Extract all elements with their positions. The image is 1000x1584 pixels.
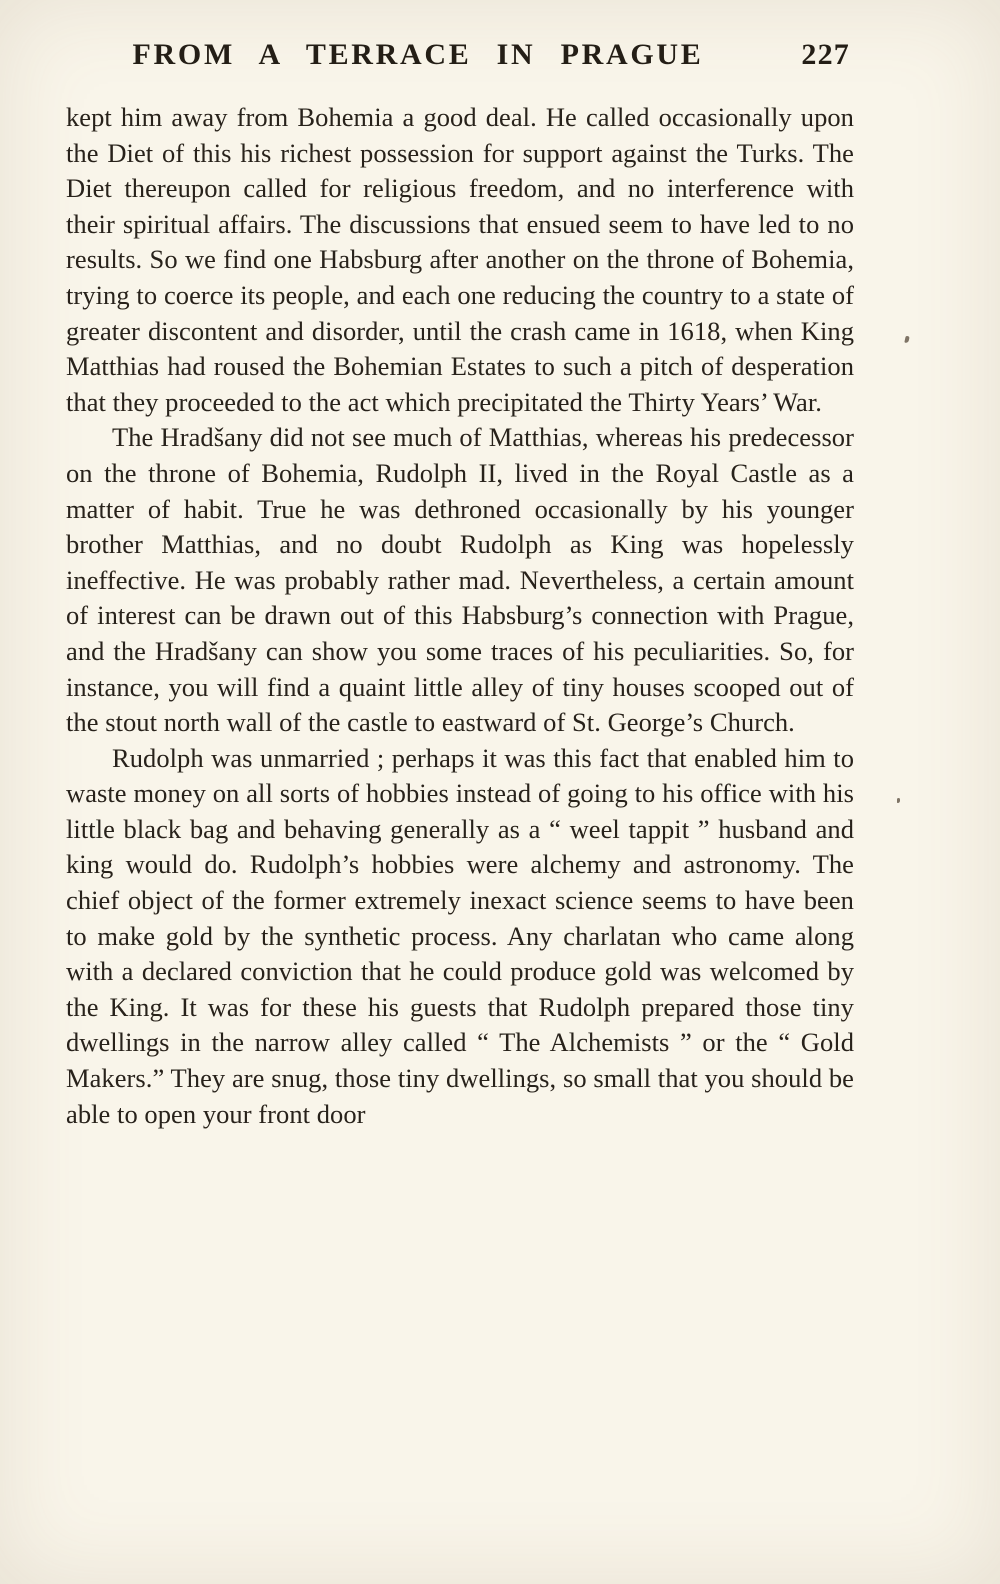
paragraph-2: The Hradšany did not see much of Matthias, whereas his predecessor on the throne of Bohemia, Rudolph II, lived in the Royal Castle as a matter of habit. True he was dethroned occasionally by his younger brother Matthias, and no doubt Rudolph as King was hopelessly ineffective. He was probably rather mad. Nevertheless, a certain amount of interest can be drawn out of this Habsburg’s connection with Prague, and the Hradšany can show you some traces of his peculiarities. So, for instance, you will find a quaint little alley of tiny houses scooped out of the stout north wall of the castle to eastward of St. George’s Church. [66,422,854,738]
page-header [66,38,854,84]
paragraph-3: Rudolph was unmarried ; perhaps it was this fact that enabled him to waste money on all sorts of hobbies instead of going to his office with his little black bag and behaving generally as a “ weel tappit ” husband and king would do. Rudolph’s hobbies were alchemy and astronomy. The chief object of the former extremely inexact science seems to have been to make gold by the synthetic process. Any charlatan who came along with a declared conviction that he could produce gold was welcomed by the King. It was for these his guests that Rudolph prepared those tiny dwellings in the narrow alley called “ The Alchemists ” or the “ Gold Makers.” They are snug, those tiny dwellings, so small that you should be able to open your front door [66,742,854,1129]
page-body [66,100,854,1132]
paragraph-1: kept him away from Bohemia a good deal. He called occasionally upon the Diet of this his richest possession for support against the Turks. The Diet thereupon called for religious freedom, and no interference with their spiritual affairs. The discussions that ensued seem to have led to no results. So we find one Habsburg after another on the throne of Bohemia, trying to coerce its people, and each one reducing the country to a state of greater discontent and disorder, until the crash came in 1618, when King Matthias had roused the Bohemian Estates to such a pitch of desperation that they proceeded to the act which precipitated the Thirty Years’ War. [66,102,854,417]
page-number: 227 [801,38,850,71]
ink-speck [897,798,900,803]
ink-speck [904,336,909,344]
page-title: FROM A TERRACE IN PRAGUE [132,38,704,71]
